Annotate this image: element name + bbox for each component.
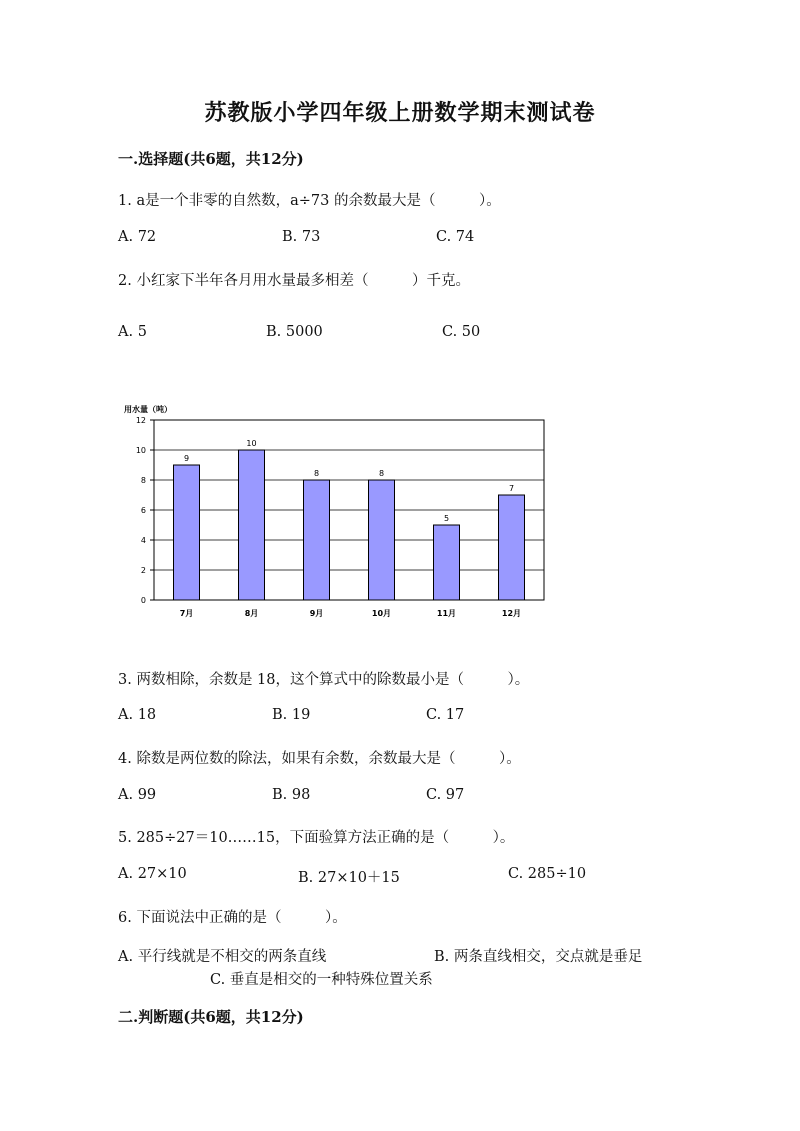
chart-bar <box>499 495 525 600</box>
chart-x-tick-label: 7月 <box>179 609 194 618</box>
chart-bar <box>434 525 460 600</box>
q5-option-b[interactable]: B. 27×10＋15 <box>298 870 400 886</box>
chart-bar <box>174 465 200 600</box>
q2-option-c[interactable]: C. 50 <box>442 324 481 340</box>
chart-data-label: 9 <box>183 454 190 463</box>
section-heading-judgement: 二.判断题(共6题，共12分) <box>118 1008 304 1026</box>
chart-y-tick-label: 12 <box>135 416 146 425</box>
chart-y-tick-label: 4 <box>140 536 146 545</box>
chart-bar <box>304 480 330 600</box>
question-2: 2. 小红家下半年各月用水量最多相差（ ）千克。 <box>118 273 470 289</box>
section-heading-choice: 一.选择题(共6题，共12分) <box>118 150 304 168</box>
chart-data-label: 8 <box>378 469 385 478</box>
q4-option-c[interactable]: C. 97 <box>426 787 465 803</box>
q3-option-a[interactable]: A. 18 <box>118 707 157 723</box>
q4-option-b[interactable]: B. 98 <box>272 787 311 803</box>
chart-x-tick-label: 9月 <box>309 609 324 618</box>
q2-option-a[interactable]: A. 5 <box>118 324 147 340</box>
q3-option-c[interactable]: C. 17 <box>426 707 465 723</box>
chart-bar <box>369 480 395 600</box>
chart-y-tick-label: 6 <box>140 506 146 515</box>
q6-option-b[interactable]: B. 两条直线相交，交点就是垂足 <box>434 949 643 965</box>
chart-bar <box>239 450 265 600</box>
question-5: 5. 285÷27＝10……15，下面验算方法正确的是（ ）。 <box>118 830 515 846</box>
q1-option-a[interactable]: A. 72 <box>118 229 157 245</box>
q6-option-c[interactable]: C. 垂直是相交的一种特殊位置关系 <box>210 972 433 988</box>
chart-y-axis-label: 用水量（吨） <box>124 405 172 414</box>
q5-option-a[interactable]: A. 27×10 <box>118 866 187 882</box>
q1-option-b[interactable]: B. 73 <box>282 229 321 245</box>
chart-data-label: 10 <box>246 439 257 448</box>
chart-data-label: 8 <box>313 469 320 478</box>
chart-x-tick-label: 12月 <box>501 609 522 618</box>
q1-option-c[interactable]: C. 74 <box>436 229 475 245</box>
page-title: 苏教版小学四年级上册数学期末测试卷 <box>204 100 596 126</box>
chart-y-tick-label: 0 <box>140 596 146 605</box>
chart-data-label: 5 <box>443 514 450 523</box>
chart-x-tick-label: 10月 <box>371 609 392 618</box>
q3-option-b[interactable]: B. 19 <box>272 707 311 723</box>
chart-y-tick-label: 8 <box>140 476 146 485</box>
question-3: 3. 两数相除，余数是 18，这个算式中的除数最小是（ ）。 <box>118 672 530 688</box>
chart-x-tick-label: 11月 <box>436 609 457 618</box>
question-1: 1. a是一个非零的自然数，a÷73 的余数最大是（ ）。 <box>118 193 501 209</box>
chart-y-tick-label: 2 <box>140 566 146 575</box>
q4-option-a[interactable]: A. 99 <box>118 787 157 803</box>
chart-data-label: 7 <box>508 484 515 493</box>
chart-x-tick-label: 8月 <box>244 609 259 618</box>
q2-option-b[interactable]: B. 5000 <box>266 324 323 340</box>
q5-option-c[interactable]: C. 285÷10 <box>508 866 587 882</box>
question-6: 6. 下面说法中正确的是（ ）。 <box>118 910 347 926</box>
chart-y-tick-label: 10 <box>135 446 146 455</box>
question-4: 4. 除数是两位数的除法，如果有余数，余数最大是（ ）。 <box>118 751 521 767</box>
water-usage-bar-chart <box>110 398 560 630</box>
q6-option-a[interactable]: A. 平行线就是不相交的两条直线 <box>118 949 327 965</box>
